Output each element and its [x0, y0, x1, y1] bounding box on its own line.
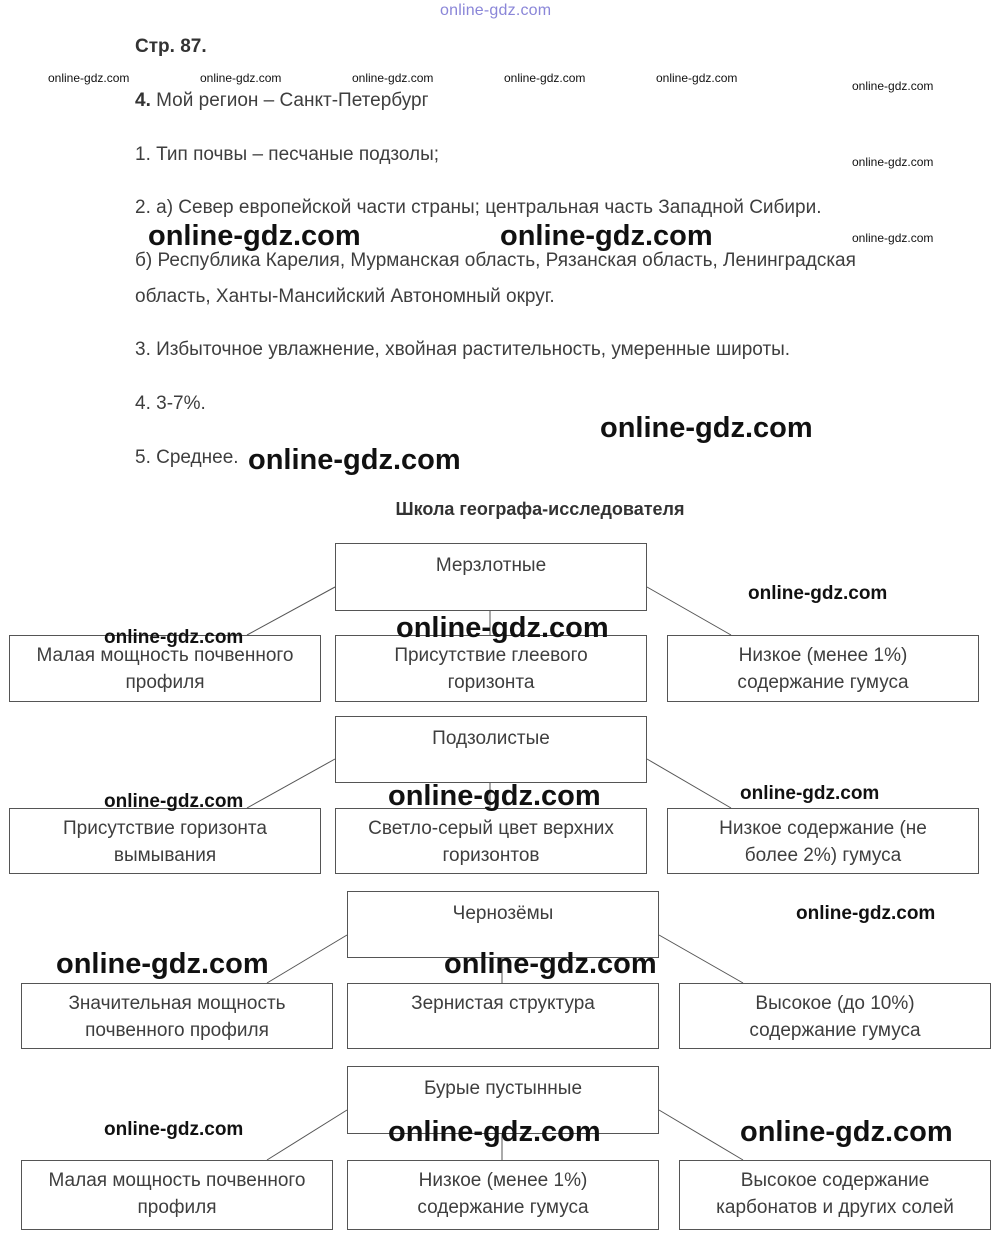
watermark: online-gdz.com [444, 948, 657, 980]
soil-feature-box [335, 635, 647, 702]
feature-line: горизонтов [442, 845, 540, 866]
feature-line: Значительная мощность [68, 993, 286, 1014]
soil-feature-box [347, 1160, 659, 1230]
watermark: online-gdz.com [600, 412, 813, 444]
feature-line: вымывания [113, 845, 217, 866]
watermark: online-gdz.com [852, 79, 934, 93]
watermark: online-gdz.com [148, 220, 361, 252]
connector-line [267, 935, 347, 983]
feature-line: Низкое (менее 1%) [418, 1170, 588, 1191]
watermark: online-gdz.com [748, 583, 888, 604]
connector-line [659, 935, 743, 983]
soil-feature-box [21, 1160, 333, 1230]
watermark: online-gdz.com [48, 71, 130, 85]
feature-line: профиля [137, 1197, 217, 1218]
soil-feature-box [347, 983, 659, 1049]
soil-feature-box [679, 1160, 991, 1230]
watermark: online-gdz.com [104, 1119, 244, 1140]
watermark: online-gdz.com [56, 948, 269, 980]
connector-line [247, 759, 335, 808]
answer-line: 2. а) Север европейской части страны; центральная часть Западной Сибири. [135, 197, 822, 218]
connector-line [267, 1110, 347, 1160]
feature-line: Зернистая структура [411, 993, 595, 1014]
watermark: online-gdz.com [104, 627, 244, 648]
connector-line [659, 1110, 743, 1160]
watermark: online-gdz.com [740, 1116, 953, 1148]
soil-type-title: Бурые пустынные [423, 1078, 583, 1099]
watermark: online-gdz.com [388, 780, 601, 812]
soil-feature-box [21, 983, 333, 1049]
soil-type-title: Чернозёмы [452, 903, 554, 924]
soil-type-title: Подзолистые [432, 728, 550, 749]
watermark: online-gdz.com [396, 612, 609, 644]
feature-line: Малая мощность почвенного [36, 645, 294, 666]
section-title: Школа географа-исследователя [395, 499, 685, 519]
feature-line: почвенного профиля [85, 1020, 269, 1041]
task-heading [135, 90, 429, 112]
feature-line: Высокое содержание [740, 1170, 930, 1191]
soil-feature-box [679, 983, 991, 1049]
connector-line [647, 759, 731, 808]
watermark: online-gdz.com [656, 71, 738, 85]
soil-type-title: Мерзлотные [435, 555, 547, 576]
watermark: online-gdz.com [504, 71, 586, 85]
feature-line: Высокое (до 10%) [755, 993, 915, 1014]
top-watermark: online-gdz.com [440, 2, 552, 19]
feature-line: Низкое содержание (не [719, 818, 927, 839]
connector-line [647, 587, 731, 635]
watermark: online-gdz.com [500, 220, 713, 252]
feature-line: Присутствие горизонта [63, 818, 267, 839]
watermark: online-gdz.com [388, 1116, 601, 1148]
soil-feature-box [9, 808, 321, 874]
soil-feature-box [335, 808, 647, 874]
feature-line: Низкое (менее 1%) [738, 645, 908, 666]
feature-line: карбонатов и других солей [716, 1197, 954, 1218]
feature-line: Светло-серый цвет верхних [368, 818, 614, 839]
watermark: online-gdz.com [352, 71, 434, 85]
page-label: Стр. 87. [135, 36, 207, 57]
watermark: online-gdz.com [740, 783, 880, 804]
answer-line: 5. Среднее. [135, 447, 239, 468]
connector-line [247, 587, 335, 635]
answer-line: 4. 3-7%. [135, 393, 206, 414]
task-title: Мой регион – Санкт-Петербург [156, 90, 429, 111]
soil-feature-box [667, 635, 979, 702]
feature-line: Малая мощность почвенного [48, 1170, 306, 1191]
feature-line: содержание гумуса [749, 1020, 921, 1041]
watermark: online-gdz.com [104, 791, 244, 812]
watermark: online-gdz.com [852, 231, 934, 245]
soil-type-box [335, 543, 647, 611]
feature-line: содержание гумуса [417, 1197, 589, 1218]
watermark: online-gdz.com [248, 444, 461, 476]
task-number: 4. [135, 90, 151, 111]
feature-line: горизонта [447, 672, 535, 693]
feature-line: более 2%) гумуса [744, 845, 902, 866]
feature-line: содержание гумуса [737, 672, 909, 693]
answer-line: 1. Тип почвы – песчаные подзолы; [135, 144, 440, 165]
answer-line: б) Республика Карелия, Мурманская область, Рязанская область, Ленинградская [135, 250, 856, 271]
soil-type-box [335, 716, 647, 783]
watermark: online-gdz.com [200, 71, 282, 85]
soil-feature-box [667, 808, 979, 874]
watermark: online-gdz.com [796, 903, 936, 924]
watermark: online-gdz.com [852, 155, 934, 169]
feature-line: Присутствие глеевого [394, 645, 588, 666]
feature-line: профиля [125, 672, 205, 693]
answer-line: 3. Избыточное увлажнение, хвойная растительность, умеренные широты. [135, 339, 791, 360]
answer-line: область, Ханты-Мансийский Автономный округ. [135, 286, 555, 307]
